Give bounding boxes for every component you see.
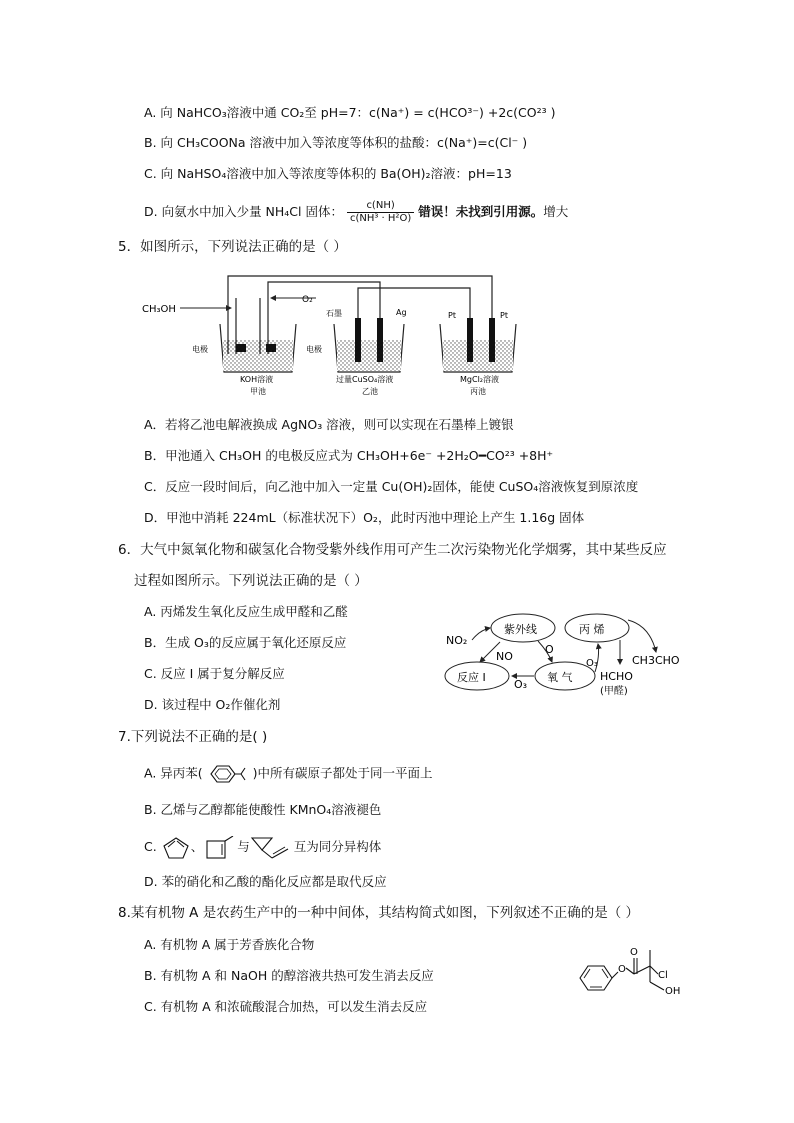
q6-option-b: B．生成 O₃的反应属于氧化还原反应 xyxy=(144,635,347,650)
methylcyclobutene-structure xyxy=(203,836,237,860)
isopropylbenzene-structure xyxy=(203,764,253,784)
hcho-note: (甲醛) xyxy=(600,686,628,697)
no-label: NO xyxy=(496,650,513,663)
q5-option-a: A．若将乙池电解液换成 AgNO₃ 溶液，则可以实现在石墨棒上镀银 xyxy=(144,417,514,432)
q4-fraction xyxy=(347,200,414,225)
pt-electrode-1 xyxy=(467,318,473,362)
q4-option-c: C. 向 NaHSO₄溶液中加入等浓度等体积的 Ba(OH)₂溶液：pH=13 xyxy=(144,166,512,181)
q4-option-d-prefix: D. 向氨水中加入少量 NH₄Cl 固体： xyxy=(144,204,343,219)
q4-option-b: B. 向 CH₃COONa 溶液中加入等浓度等体积的盐酸：c(Na⁺)=c(Cl⁻ ) xyxy=(144,135,528,150)
q7-option-c-sep2: 与 xyxy=(237,839,250,854)
pt-electrode-2 xyxy=(489,318,495,362)
cell2-solution xyxy=(337,340,401,371)
pt1-label: Pt xyxy=(448,311,456,320)
cell1-solution-label: KOH溶液 xyxy=(240,375,274,384)
q5-option-c: C．反应一段时间后，向乙池中加入一定量 Cu(OH)₂固体，能使 CuSO₄溶液恢复到原浓度 xyxy=(144,479,639,494)
q6-reaction-cycle-diagram xyxy=(440,608,700,718)
q4-option-d xyxy=(144,200,568,225)
q5-option-b: B．甲池通入 CH₃OH 的电极反应式为 CH₃OH+6e⁻ +2H₂O━CO²³ +8H⁺ xyxy=(144,448,554,463)
ag-electrode xyxy=(377,318,383,362)
q6-option-a: A. 丙烯发生氧化反应生成甲醛和乙醛 xyxy=(144,604,348,619)
oxygen-label: 氧 气 xyxy=(547,671,573,684)
hcho-label: HCHO xyxy=(600,670,633,683)
ch3cho-label: CH3CHO xyxy=(632,654,680,667)
graphite-electrode xyxy=(355,318,361,362)
cell2-solution-label: 过量CuSO₄溶液 xyxy=(336,375,394,384)
hydroxyl-label: OH xyxy=(665,986,681,997)
q7-option-c-suffix: 互为同分异构体 xyxy=(293,839,382,854)
cell3-solution-label: MgCl₂溶液 xyxy=(460,375,499,384)
q7-option-b: B. 乙烯与乙醇都能使酸性 KMnO₄溶液褪色 xyxy=(144,802,382,817)
q6-option-c: C. 反应 I 属于复分解反应 xyxy=(144,666,285,681)
cell1-name: 甲池 xyxy=(250,387,266,396)
cell1-solution xyxy=(223,340,293,371)
q4-error-text: 错误！未找到引用源。 xyxy=(418,204,544,219)
q7-option-a xyxy=(144,764,433,784)
q7-option-a-suffix: )中所有碳原子都处于同一平面上 xyxy=(252,765,433,781)
o2-label: O₂ xyxy=(302,295,313,305)
cell1-electrode-left-label: 电极 xyxy=(192,345,208,354)
q6-stem-line1: 6．大气中氮氧化物和碳氢化合物受紫外线作用可产生二次污染物光化学烟雾，其中某些反应 xyxy=(118,542,667,558)
q7-stem: 7.下列说法不正确的是( ) xyxy=(118,729,268,745)
q8-stem: 8.某有机物 A 是农药生产中的一种中间体，其结构简式如图，下列叙述不正确的是（ ） xyxy=(118,905,639,921)
q4-option-d-suffix: 增大 xyxy=(543,204,569,219)
q7-option-c-prefix: C. xyxy=(144,839,157,854)
chlorine-label: Cl xyxy=(658,970,668,981)
q4-fraction-numerator: c(NH) xyxy=(347,200,414,213)
o3-bottom-label: O₃ xyxy=(514,678,528,691)
q5-option-d: D．甲池中消耗 224mL（标准状况下）O₂，此时丙池中理论上产生 1.16g 固体 xyxy=(144,510,585,525)
carbonyl-oxygen-label: O xyxy=(630,947,638,958)
ag-label: Ag xyxy=(396,308,407,317)
q4-fraction-denominator: c(NH³ · H²O) xyxy=(349,213,412,224)
q8-option-a: A. 有机物 A 属于芳香族化合物 xyxy=(144,937,315,952)
q8-option-c: C. 有机物 A 和浓硫酸混合加热，可以发生消去反应 xyxy=(144,999,428,1014)
q7-option-d: D. 苯的硝化和乙酸的酯化反应都是取代反应 xyxy=(144,874,387,889)
cell1-electrode-right-label: 电极 xyxy=(306,345,322,354)
ch3oh-label: CH₃OH xyxy=(142,304,176,315)
q5-electrochem-diagram xyxy=(140,268,540,403)
q4-option-a: A. 向 NaHCO₃溶液中通 CO₂至 pH=7：c(Na⁺) = c(HCO³⁻) +2c(CO²³ ) xyxy=(144,105,556,120)
q6-option-d: D. 该过程中 O₂作催化剂 xyxy=(144,697,281,712)
wire-inner xyxy=(268,282,380,318)
o-label: O xyxy=(545,643,554,656)
ester-oxygen-label: O xyxy=(618,964,626,975)
q7-option-c xyxy=(144,834,381,860)
cell3-name: 丙池 xyxy=(470,387,486,396)
q5-stem: 5．如图所示，下列说法正确的是（ ） xyxy=(118,239,347,255)
cell3-solution xyxy=(443,340,513,371)
o3-top-label: O₃ xyxy=(586,658,598,669)
q7-option-a-prefix: A. 异丙苯( xyxy=(144,765,203,781)
q7-option-c-sep1: 、 xyxy=(190,839,204,854)
propene-label: 丙 烯 xyxy=(579,623,605,636)
uv-label: 紫外线 xyxy=(504,623,537,636)
cyclopentadiene-structure xyxy=(161,836,191,860)
pt2-label: Pt xyxy=(500,311,508,320)
reaction1-label: 反应 I xyxy=(457,671,486,684)
graphite-label: 石墨 xyxy=(326,309,342,318)
q8-compound-a-structure xyxy=(574,944,714,1004)
vinylcyclopropane-structure xyxy=(250,835,294,861)
q6-stem-line2: 过程如图所示。下列说法正确的是（ ） xyxy=(134,573,368,589)
no2-label: NO₂ xyxy=(446,634,468,647)
cell2-name: 乙池 xyxy=(362,387,378,396)
q8-option-b: B. 有机物 A 和 NaOH 的醇溶液共热可发生消去反应 xyxy=(144,968,434,983)
